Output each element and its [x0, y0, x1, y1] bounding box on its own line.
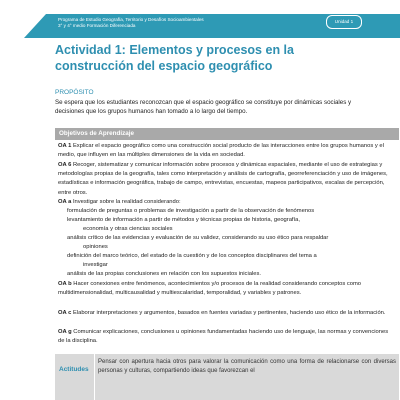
attitudes-label: Actitudes [59, 366, 89, 373]
activity-title: Actividad 1: Elementos y procesos en la construcción del espacio geográfico [55, 43, 294, 73]
list-item: levantamiento de información a partir de métodos y técnicas propias de historia, geografía, [67, 217, 300, 223]
objective-oaa [58, 198, 394, 207]
attitudes-divider [94, 354, 95, 400]
purpose-text: Se espera que los estudiantes reconozcan que el espacio geográfico se constituye por dinámicas sociales y decisiones que los grupos humanos han tomado a lo largo del tiempo. [55, 99, 352, 115]
objective-code: OA b [58, 281, 72, 287]
program-title [58, 17, 204, 29]
objectives-header [55, 128, 399, 140]
objective-code: OA a [58, 199, 72, 205]
objective-code: OA g [58, 329, 72, 335]
objective-code: OA 6 [58, 162, 72, 168]
list-item: formulación de preguntas o problemas de investigación a partir de la observación de fenómenos [67, 208, 315, 214]
objective-oag [58, 328, 394, 346]
objective-code: OA 1 [58, 143, 72, 149]
list-item-continuation: investigar [83, 262, 108, 268]
objective-text: Hacer conexiones entre fenómenos, acontecimientos y/o procesos de la realidad considerando conceptos como multidimensionalidad, multicausalidad y multiescalaridad, temporalidad, y variables y patrones. [58, 281, 362, 297]
program-title-line2: 3° y 4° medio Formación Diferenciada [58, 23, 136, 28]
objective-text: Explicar el espacio geográfico como una construcción social producto de las interacciones entre los grupos humanos y el medio, que influyen en las múltiples dimensiones de la vida en sociedad. [58, 143, 384, 159]
unit-badge: Unidad 1 [326, 15, 362, 29]
purpose-label: PROPÓSITO [55, 89, 94, 96]
objective-oa1 [58, 142, 394, 160]
objective-text: Comunicar explicaciones, conclusiones u opiniones fundamentadas haciendo uso de lenguaje, las normas y convenciones de la disciplina. [58, 329, 389, 345]
list-item: análisis de las propias conclusiones en relación con los supuestos iniciales. [67, 271, 261, 277]
list-item-continuation: economía y otras ciencias sociales [83, 226, 173, 232]
list-item-continuation: opiniones [83, 244, 108, 250]
list-item: definición del marco teórico, del estado de la cuestión y de los conceptos disciplinares del tema a [67, 253, 317, 259]
program-title-line1: Programa de Estudio Geografía, Territorio y Desafíos Socioambientales [58, 17, 204, 22]
objective-oac [58, 309, 394, 318]
objectives-body [55, 140, 399, 354]
attitudes-text: Pensar con apertura hacia otros para valorar la comunicación como una forma de relacionarse con diversas personas y culturas, compartiendo ideas que favorezcan el [98, 359, 396, 374]
objective-text: Elaborar interpretaciones y argumentos, basados en fuentes variadas y pertinentes, haciendo uso ético de la información. [71, 310, 386, 316]
page-header [0, 0, 400, 38]
objective-oab [58, 280, 394, 298]
objective-text: Investigar sobre la realidad considerando: [71, 199, 181, 205]
objective-oa6 [58, 161, 394, 198]
objective-text: Recoger, sistematizar y comunicar información sobre procesos y dinámicas espaciales, mediante el uso de estrategias y metodologías propias de la geografía, tales como interpretación y análisis de cartografía, georreferenciación y uso de imágenes, estadísticas e información geográfica, trabajo de campo, entrevistas, encuestas, mapeos participativos, escalas de percepción, entre otros. [58, 162, 388, 196]
attitudes-row [55, 354, 399, 400]
objectives-header-label: Objetivos de Aprendizaje [59, 130, 134, 137]
list-item: análisis crítico de las evidencias y evaluación de su validez, considerando su uso ético para respaldar [67, 235, 329, 241]
objective-code: OA c [58, 310, 72, 316]
